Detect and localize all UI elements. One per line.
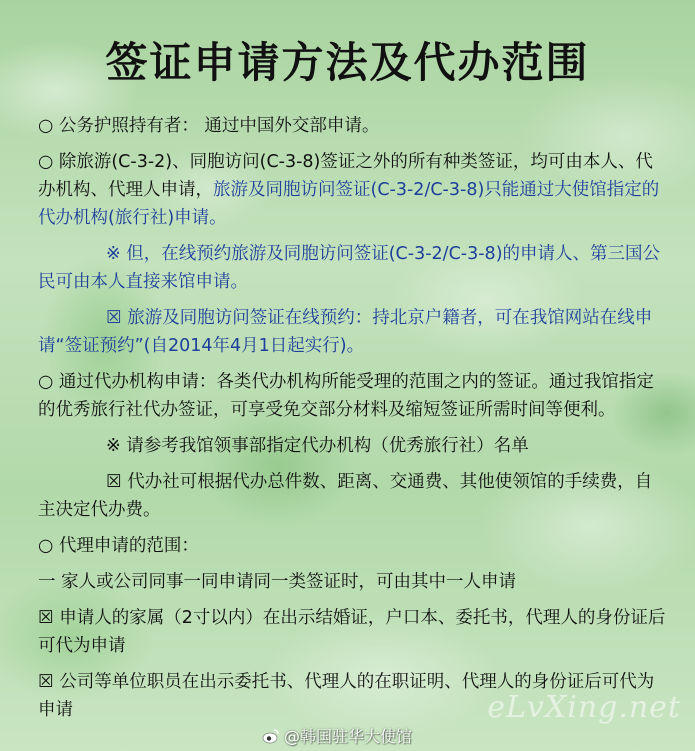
paragraph-proxy-scope [38, 532, 668, 560]
highlight-text: 旅游及同胞访问签证(C-3-2/C-3-8)只能通过大使馆指定的代办机构(旅行社)申请。 [38, 180, 660, 228]
paragraph-text: 代理申请的范围： [53, 536, 199, 556]
weibo-icon [262, 727, 280, 745]
paragraph-text: 请参考我馆领事部指定代办机构（优秀旅行社）名单 [120, 436, 529, 456]
box-x-icon: ☒ [106, 308, 122, 328]
paragraph-agency-list-note [38, 432, 668, 460]
paragraph-text: 公司等单位职员在出示委托书、代理人的在职证明、代理人的身份证后可代为申请 [38, 672, 655, 720]
dash-bullet-icon: 一 [38, 572, 56, 592]
content-body [38, 112, 668, 724]
paragraph-agency-application [38, 368, 668, 424]
paragraph-text: 家人或公司同事一同申请同一类签证时，可由其中一人申请 [55, 572, 517, 592]
paragraph-text: 代办社可根据代办总件数、距离、交通费、其他使领馆的手续费，自主决定代办费。 [38, 472, 653, 520]
paragraph-text: 但，在线预约旅游及同胞访问签证(C-3-2/C-3-8)的申请人、第三国公民可由本人直接来馆申请。 [38, 244, 661, 292]
paragraph-family-colleagues [38, 568, 668, 596]
circle-bullet-icon: ○ [38, 536, 54, 556]
box-x-icon: ☒ [38, 608, 54, 628]
reference-mark-icon: ※ [106, 244, 121, 264]
box-x-icon: ☒ [106, 472, 122, 492]
paragraph-text: 通过代办机构申请：各类代办机构所能受理的范围之内的签证。通过我馆指定的优秀旅行社代办签证，可享受免交部分材料及缩短签证所需时间等便利。 [38, 372, 654, 420]
circle-bullet-icon: ○ [38, 116, 54, 136]
paragraph-all-visa-types [38, 148, 668, 232]
paragraph-text: 公务护照持有者： 通过中国外交部申请。 [53, 116, 380, 136]
paragraph-text: 除旅游(C-3-2)、同胞访问(C-3-8)签证之外的所有种类签证，均可由本人、代办机构、代理人申请， [38, 152, 653, 200]
page-title: 签证申请方法及代办范围 [105, 38, 590, 87]
paragraph-agency-fee [38, 468, 668, 524]
paragraph-official-passport [38, 112, 668, 140]
reference-mark-icon: ※ [106, 436, 121, 456]
weibo-credit [262, 724, 412, 747]
circle-bullet-icon: ○ [38, 372, 54, 392]
weibo-label: @韩国驻华大使馆 [284, 727, 413, 746]
paragraph-text: 旅游及同胞访问签证在线预约：持北京户籍者，可在我馆网站在线申请“签证预约”(自2014年4月1日起实行)。 [38, 308, 653, 356]
circle-bullet-icon: ○ [38, 152, 54, 172]
paragraph-family-proxy [38, 604, 668, 660]
paragraph-online-reservation-note [38, 240, 668, 296]
box-x-icon: ☒ [38, 672, 54, 692]
paragraph-online-reservation [38, 304, 668, 360]
paragraph-text: 申请人的家属（2寸以内）在出示结婚证，户口本、委托书，代理人的身份证后可代为申请 [38, 608, 666, 656]
site-watermark: eLvXing.net [487, 690, 681, 725]
